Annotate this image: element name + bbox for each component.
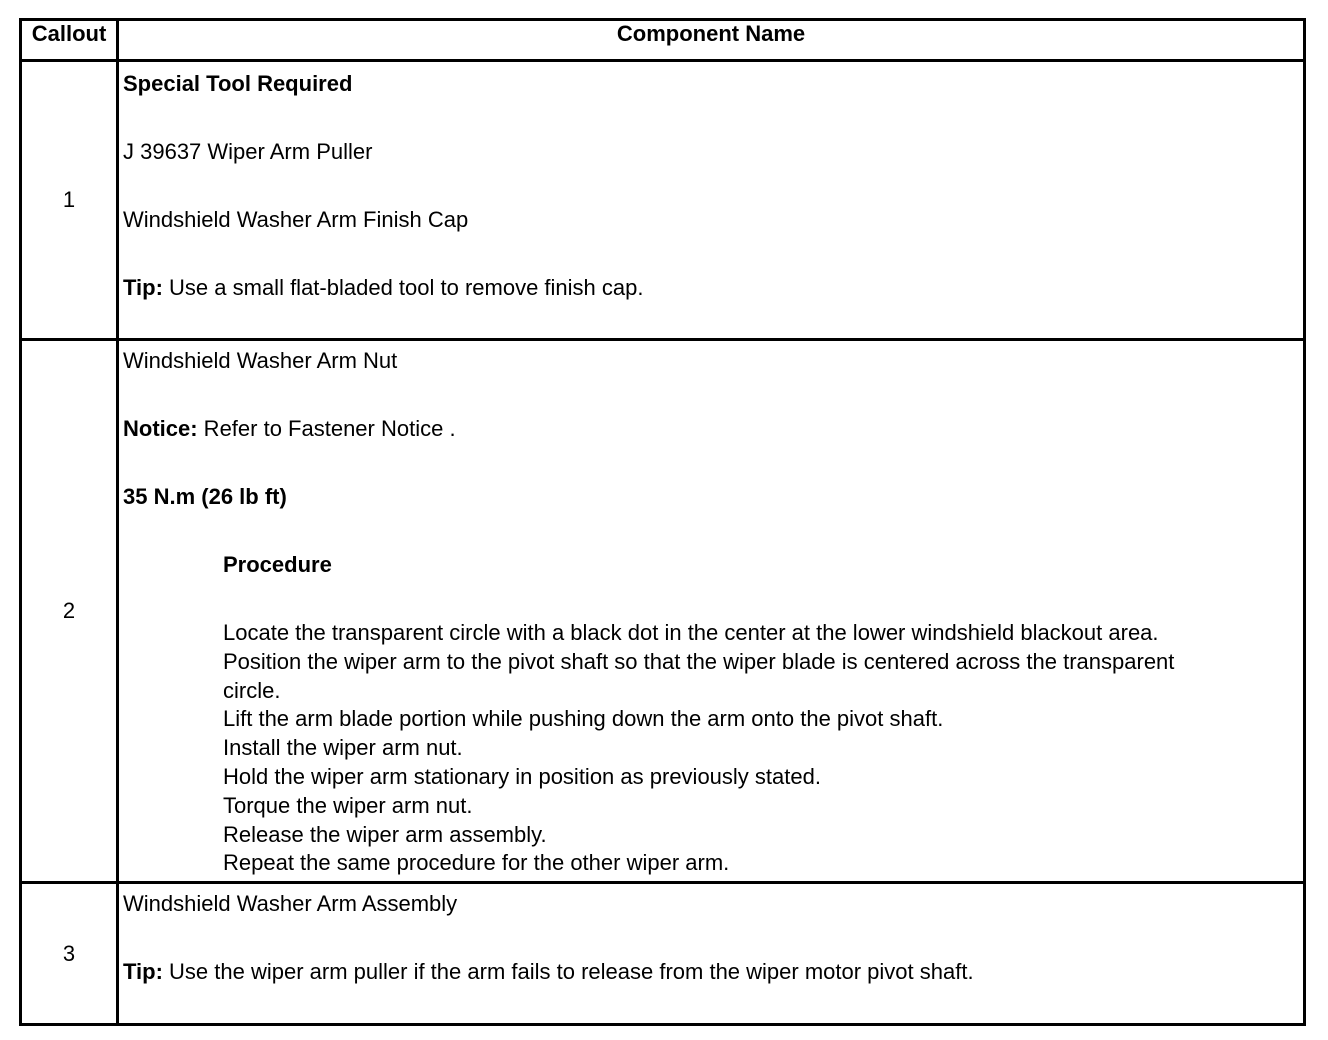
tip-label-3: Tip: [123, 959, 163, 984]
component-name-1: Windshield Washer Arm Finish Cap [123, 207, 469, 232]
notice-label: Notice: [123, 416, 198, 441]
procedure-step: Install the wiper arm nut. [223, 735, 463, 761]
tool-name: J 39637 Wiper Arm Puller [123, 139, 373, 164]
notice-text: Refer to Fastener Notice . [197, 416, 456, 441]
torque-spec: 35 N.m (26 lb ft) [123, 484, 287, 509]
component-table [19, 18, 1306, 1026]
component-name-2: Windshield Washer Arm Nut [123, 348, 398, 373]
tip-label-1: Tip: [123, 275, 163, 300]
table-row-1 [21, 61, 1305, 340]
table-header-row [21, 20, 1305, 61]
procedure-step: Hold the wiper arm stationary in position as previously stated. [223, 763, 821, 789]
tip-1 [123, 274, 1301, 302]
tip-text-3: Use the wiper arm puller if the arm fails to release from the wiper motor pivot shaft. [162, 959, 974, 984]
table-row-2 [21, 340, 1305, 883]
procedure-steps [123, 619, 1301, 878]
procedure-step: Torque the wiper arm nut. [223, 792, 473, 818]
tip-text-1: Use a small flat-bladed tool to remove finish cap. [162, 275, 644, 300]
callout-column-header: Callout [21, 20, 118, 61]
procedure-heading: Procedure [223, 552, 332, 577]
procedure-step: Lift the arm blade portion while pushing down the arm onto the pivot shaft. [223, 706, 944, 732]
notice [123, 415, 1301, 443]
special-tool-heading: Special Tool Required [123, 71, 353, 96]
callout-number-3: 3 [21, 883, 118, 1025]
callout-number-2: 2 [21, 340, 118, 883]
component-cell-1 [118, 61, 1305, 340]
component-name-3: Windshield Washer Arm Assembly [123, 891, 458, 916]
component-name-column-header: Component Name [118, 20, 1305, 61]
component-cell-2 [118, 340, 1305, 883]
procedure-step: Position the wiper arm to the pivot shaft so that the wiper blade is centered across the transparent circle. [223, 648, 1175, 703]
table-row-3 [21, 883, 1305, 1025]
procedure-step: Repeat the same procedure for the other wiper arm. [223, 850, 730, 876]
component-cell-3 [118, 883, 1305, 1025]
procedure-step: Release the wiper arm assembly. [223, 821, 547, 847]
procedure-step: Locate the transparent circle with a black dot in the center at the lower windshield blackout area. [223, 620, 1159, 645]
tip-3 [123, 958, 1301, 986]
callout-number-1: 1 [21, 61, 118, 340]
